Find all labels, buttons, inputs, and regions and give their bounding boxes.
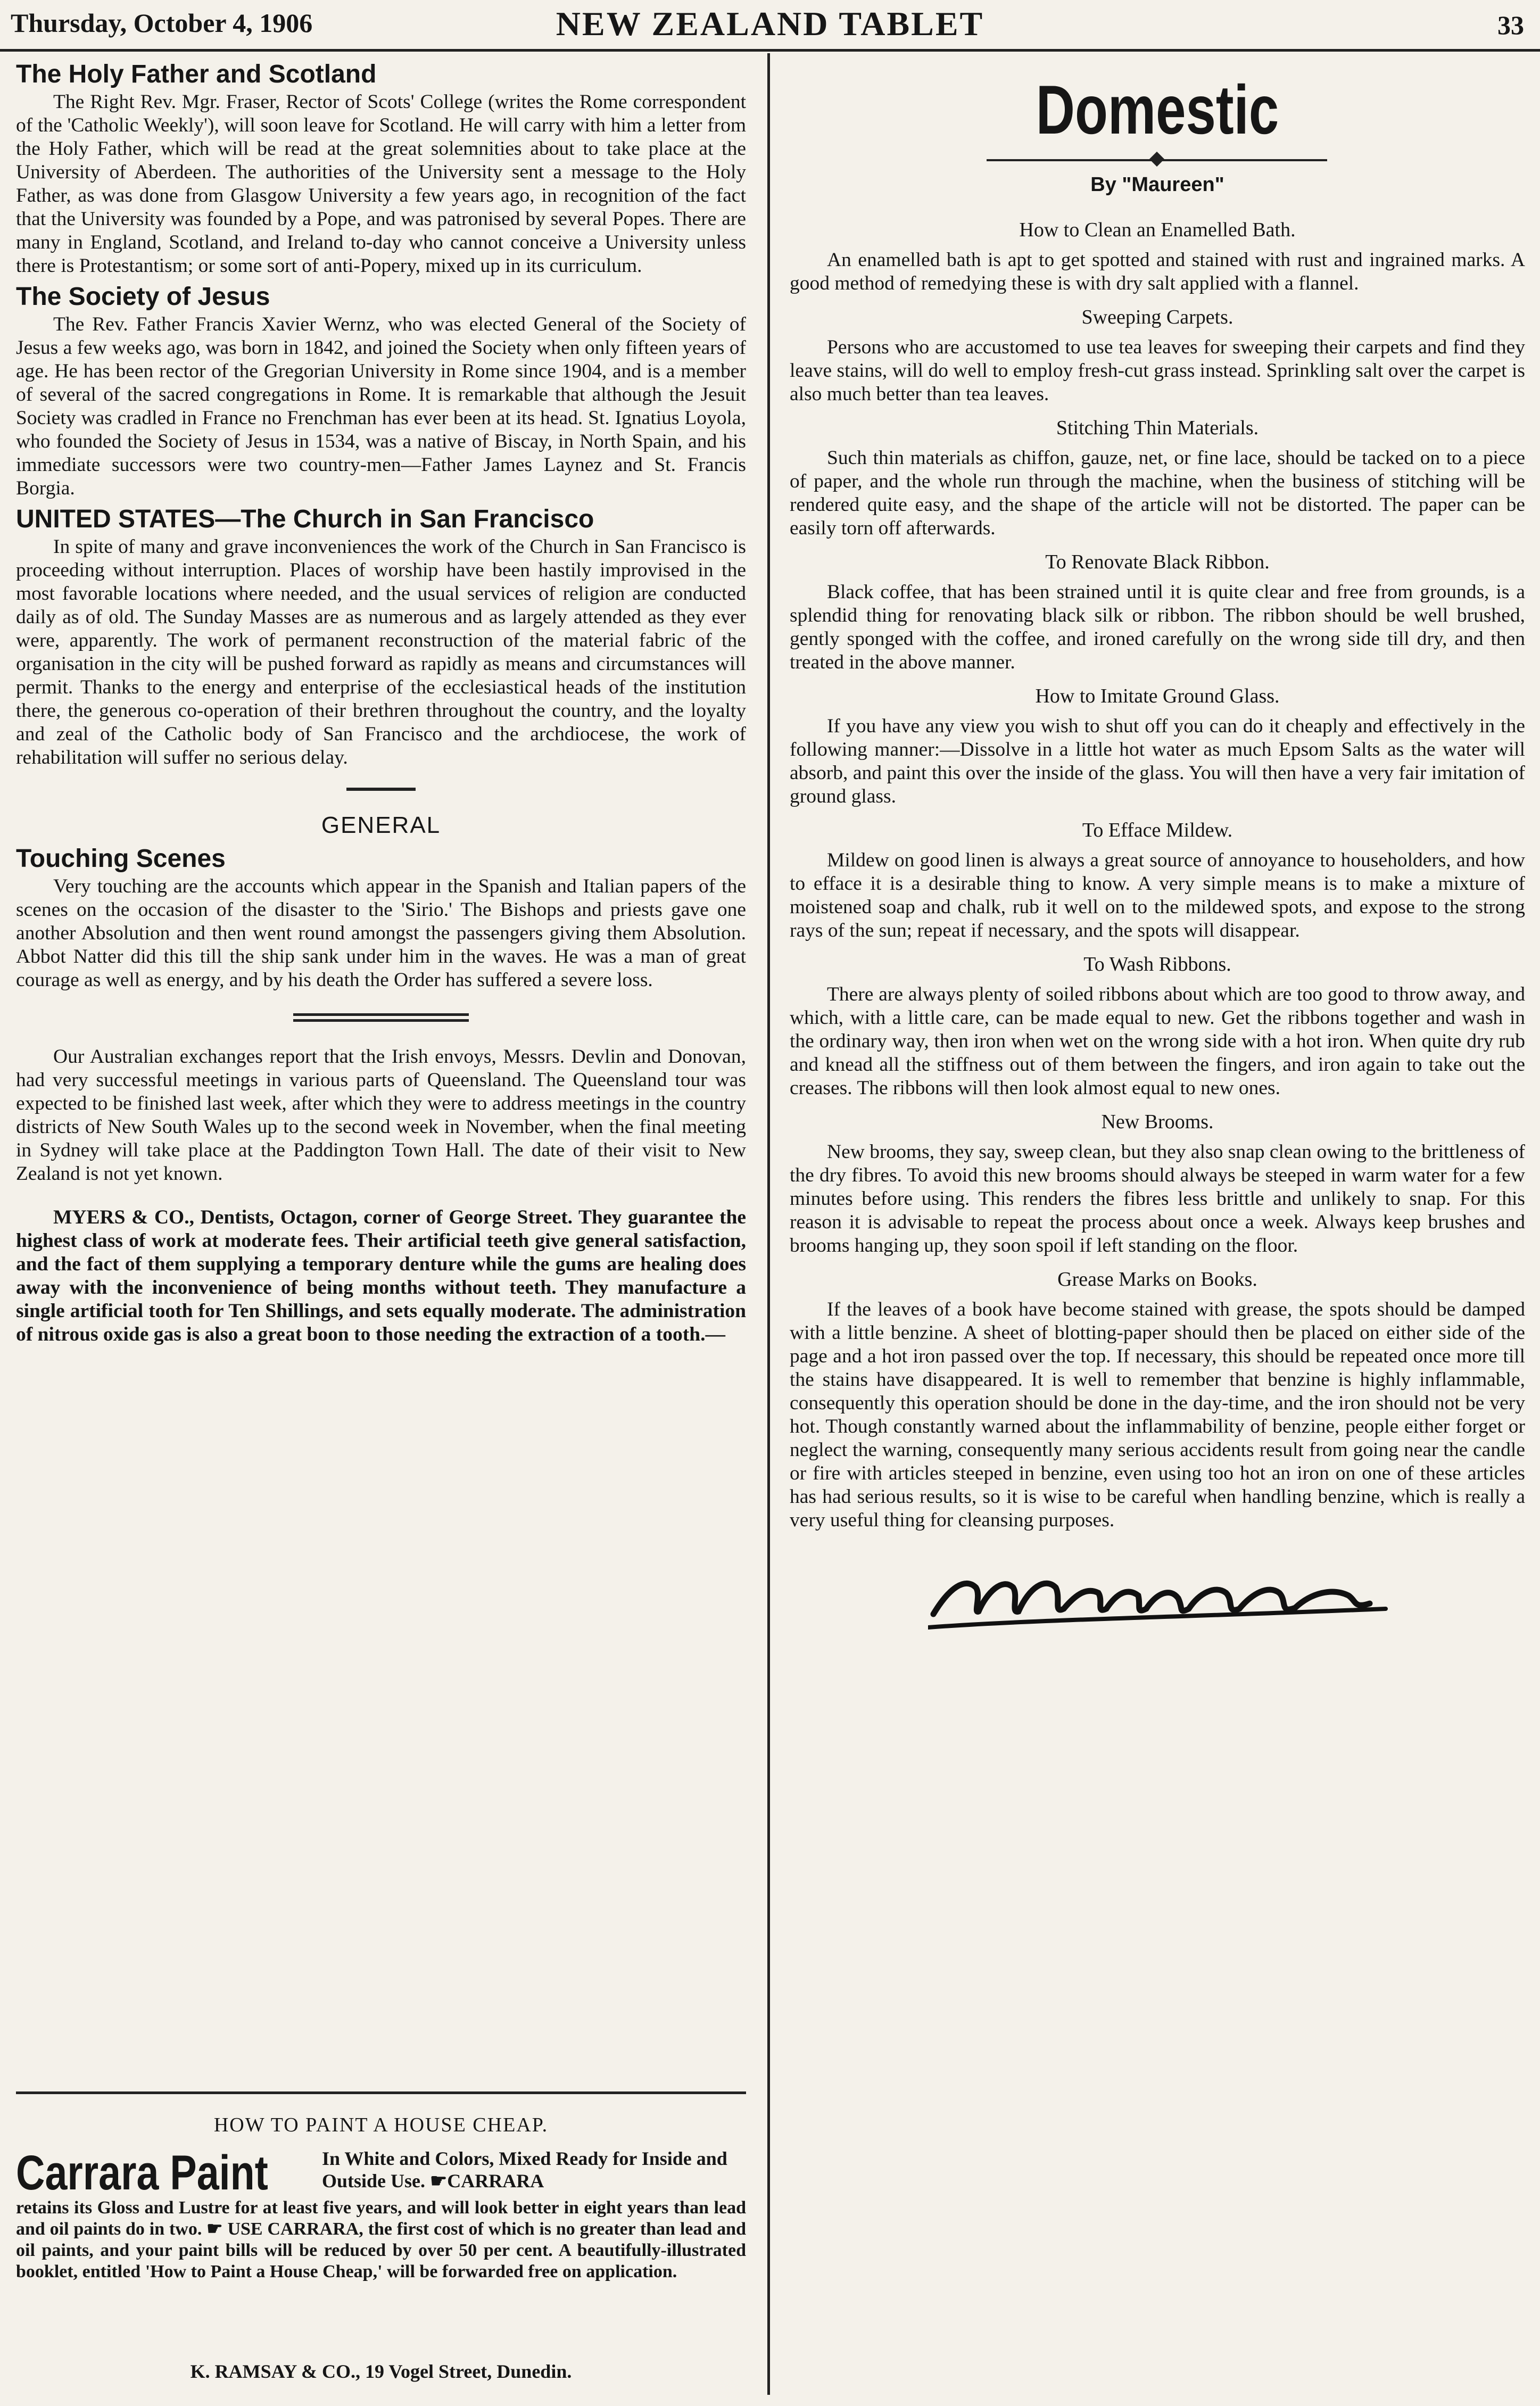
masthead bbox=[0, 0, 1540, 52]
section-title: How to Clean an Enamelled Bath. bbox=[1019, 219, 1296, 241]
article-body: The Rev. Father Francis Xavier Wernz, who was elected General of the Society of Jesus a few weeks ago, was born in 1842, and joined the Society when only fifteen years of age. He has been rector of the Gregorian University in Rome since 1904, and is a member of several of the sacred congregations in Rome. It is remarkable that although the Jesuit Society was cradled in France no Frenchman has ever been at its head. St. Ignatius Loyola, who founded the Society of Jesus in 1534, was a native of Biscay, in North Spain, and his immediate successors were two country-men—Father James Laynez and St. Francis Borgia. bbox=[16, 313, 746, 499]
section-title: New Brooms. bbox=[1101, 1111, 1214, 1133]
domestic-section-3 bbox=[790, 550, 1525, 674]
left-column bbox=[16, 60, 746, 1346]
page-number: 33 bbox=[1497, 10, 1524, 40]
advert-myers bbox=[16, 1206, 746, 1346]
newspaper-title: NEW ZEALAND TABLET bbox=[556, 5, 984, 43]
domestic-section-4 bbox=[790, 684, 1525, 808]
article-heading: UNITED STATES—The Church in San Francisco bbox=[16, 505, 594, 533]
right-column bbox=[790, 60, 1525, 1635]
advert-tagline: In White and Colors, Mixed Ready for Inside and Outside Use. ☛CARRARA bbox=[322, 2148, 727, 2192]
byline: By "Maureen" bbox=[1090, 173, 1224, 196]
section-title: Sweeping Carpets. bbox=[1081, 306, 1233, 328]
section-title: To Efface Mildew. bbox=[1082, 819, 1233, 841]
article-body: Very touching are the accounts which appear in the Spanish and Italian papers of the scenes on the occasion of the disaster to the 'Sirio.' The Bishops and priests gave one another Absolution and then went round amongst the passengers giving them Absolution. Abbot Natter did this till the ship sank under him in the waves. He was a man of great courage as well as energy, and by his death the Order has suffered a severe loss. bbox=[16, 875, 746, 991]
domestic-section-8 bbox=[790, 1267, 1525, 1532]
section-body: There are always plenty of soiled ribbons about which are too good to throw away, and which, with a little care, can be made equal to new. Get the ribbons together and wash in the ordinary way, then iron when wet on the wrong side with a hot iron. When quite dry rub and knead all the stiffness out of them between the fingers, and iron again to take out the creases. The ribbons will then look almost equal to new ones. bbox=[790, 983, 1525, 1099]
section-title: To Wash Ribbons. bbox=[1083, 953, 1231, 975]
domestic-section-5 bbox=[790, 818, 1525, 942]
article-touching-scenes bbox=[16, 844, 746, 992]
advert-heading: HOW TO PAINT A HOUSE CHEAP. bbox=[213, 2114, 549, 2136]
section-body: Black coffee, that has been strained until it is quite clear and free from grounds, is a splendid thing for renovating black silk or ribbon. The ribbon should be well brushed, gently sponged with the coffee, and ironed carefully on the wrong side till dry, and then treated in the above manner. bbox=[790, 581, 1525, 673]
section-title: How to Imitate Ground Glass. bbox=[1035, 685, 1280, 707]
article-heading: Touching Scenes bbox=[16, 845, 226, 873]
general-heading: GENERAL bbox=[321, 812, 441, 838]
section-title: Stitching Thin Materials. bbox=[1056, 417, 1259, 439]
section-body: New brooms, they say, sweep clean, but they also snap clean owing to the brittleness of the dry fibres. To avoid this new brooms should always be steeped in warm water for a few minutes before using. This renders the fibres less brittle and unlikely to snap. For this reason it is advisable to repeat the process about once a week. Always keep brushes and brooms hanging up, they soon spoil if left standing on the floor. bbox=[790, 1141, 1525, 1256]
signature-maureen-icon bbox=[928, 1556, 1396, 1635]
advert-text: MYERS & CO., Dentists, Octagon, corner of George Street. They guarantee the highest class of work at moderate fees. Their artificial teeth give general satisfaction, and the fact of them supplying a temporary denture while the gums are healing does away with the inconvenience of being months without teeth. They manufacture a single artificial tooth for Ten Shillings, and sets equally moderate. The administration of nitrous oxide gas is also a great boon to those needing the extraction of a tooth.— bbox=[16, 1206, 746, 1345]
column-divider bbox=[767, 53, 770, 2395]
advert-carrara bbox=[16, 2091, 746, 2397]
issue-date: Thursday, October 4, 1906 bbox=[11, 8, 313, 38]
article-irish-envoys bbox=[16, 1045, 746, 1186]
article-body: The Right Rev. Mgr. Fraser, Rector of Scots' College (writes the Rome correspondent of the 'Catholic Weekly'), will soon leave for Scotland. He will carry with him a letter from the Holy Father, which will be read at the great solemnities about to take place at the University of Aberdeen. The authorities of the University sent a message to the Holy Father, as was done from Glasgow University a few years ago, in recognition of the fact that the University was founded by a Pope, and was patronised by several Popes. There are many in England, Scotland, and Ireland to-day who cannot conceive a University unless there is Protestantism; or some sort of anti-Popery, mixed up in its curriculum. bbox=[16, 91, 746, 277]
section-body: If the leaves of a book have become stained with grease, the spots should be damped with a little benzine. A sheet of blotting-paper should then be placed on either side of the page and a hot iron passed over the top. If necessary, this should be repeated once more till the stains have disappeared. It is well to remember that benzine is highly inflammable, consequently this operation should be done in the day-time, and the iron should not be very hot. Though constantly warned about the inflammability of benzine, people either forget or neglect the warning, consequently many serious accidents result from going near the candle or fire with articles steeped in benzine, even using too hot an iron on one of these articles has had serious results, so it is wise to be careful when handling benzine, which is really a very useful thing for cleansing purposes. bbox=[790, 1299, 1525, 1531]
double-rule bbox=[293, 1013, 469, 1022]
article-society-of-jesus bbox=[16, 282, 746, 500]
domestic-title: Domestic bbox=[1036, 71, 1279, 148]
section-body: Persons who are accustomed to use tea leaves for sweeping their carpets and find they leave stains, will do well to employ fresh-cut grass instead. Sprinkling salt over the carpet is also much better than tea leaves. bbox=[790, 336, 1525, 405]
domestic-section-2 bbox=[790, 416, 1525, 540]
article-heading: The Holy Father and Scotland bbox=[16, 60, 377, 88]
domestic-section-6 bbox=[790, 952, 1525, 1100]
advert-body: retains its Gloss and Lustre for at least five years, and will look better in eight years than lead and oil paints do in two. ☛ USE CARRARA, the first cost of which is no greater than lead and oil paints, and your paint bills will be reduced by over 50 per cent. A beautifully-illustrated booklet, entitled 'How to Paint a House Cheap,' will be forwarded free on application. bbox=[16, 2198, 746, 2281]
article-body: In spite of many and grave inconveniences the work of the Church in San Francisco is proceeding without interruption. Places of worship have been hastily improvised in the most favorable locations where needed, and the usual services of religion are conducted daily as of old. The Sunday Masses are as numerous and as largely attended as they ever were, apparently. The work of permanent reconstruction of the material fabric of the organisation in the city will be pushed forward as rapidly as means and circumstances will permit. Thanks to the energy and enterprise of the ecclesiastical heads of the institution there, the generous co-operation of their brethren throughout the country, and the loyalty and zeal of the Catholic body of San Francisco and the archdiocese, the work of rehabilitation will suffer no serious delay. bbox=[16, 536, 746, 768]
section-rule bbox=[346, 788, 416, 791]
section-title: To Renovate Black Ribbon. bbox=[1045, 551, 1270, 573]
signature bbox=[790, 1556, 1525, 1635]
domestic-section-7 bbox=[790, 1110, 1525, 1258]
section-title: Grease Marks on Books. bbox=[1057, 1268, 1257, 1291]
domestic-section-1 bbox=[790, 305, 1525, 406]
article-holy-father bbox=[16, 60, 746, 278]
article-united-states bbox=[16, 505, 746, 770]
section-body: Mildew on good linen is always a great source of annoyance to householders, and how to efface it is a desirable thing to know. A very simple means is to make a mixture of moistened soap and chalk, rub it well on to the mildewed spots, and expose to the strong rays of the sun; repeat if necessary, and the spots will disappear. bbox=[790, 849, 1525, 941]
section-body: If you have any view you wish to shut off you can do it cheaply and effectively in the following manner:—Dissolve in a little hot water as much Epsom Salts as the water will absorb, and paint this over the inside of the glass. You will then have a very fair imitation of ground glass. bbox=[790, 715, 1525, 807]
domestic-section-0 bbox=[790, 218, 1525, 295]
advert-footer: K. RAMSAY & CO., 19 Vogel Street, Dunedin. bbox=[190, 2361, 572, 2382]
diamond-ornament-icon bbox=[1149, 152, 1164, 167]
advert-brand: Carrara Paint bbox=[16, 2146, 268, 2200]
section-body: Such thin materials as chiffon, gauze, net, or fine lace, should be tacked on to a piece of paper, and the whole run through the machine, when the business of stitching will be rendered quite easy, and the shape of the article will not be distorted. The paper can be easily torn off afterwards. bbox=[790, 447, 1525, 539]
article-body: Our Australian exchanges report that the Irish envoys, Messrs. Devlin and Donovan, had very successful meetings in various parts of Queensland. The Queensland tour was expected to be finished last week, after which they were to address meetings in the country districts of New South Wales up to the second week in November, when the final meeting in Sydney will take place at the Paddington Town Hall. The date of their visit to New Zealand is not yet known. bbox=[16, 1046, 746, 1185]
title-rule bbox=[790, 152, 1525, 168]
article-heading: The Society of Jesus bbox=[16, 283, 270, 311]
section-body: An enamelled bath is apt to get spotted and stained with rust and ingrained marks. A good method of remedying these is with dry salt applied with a flannel. bbox=[790, 249, 1525, 294]
